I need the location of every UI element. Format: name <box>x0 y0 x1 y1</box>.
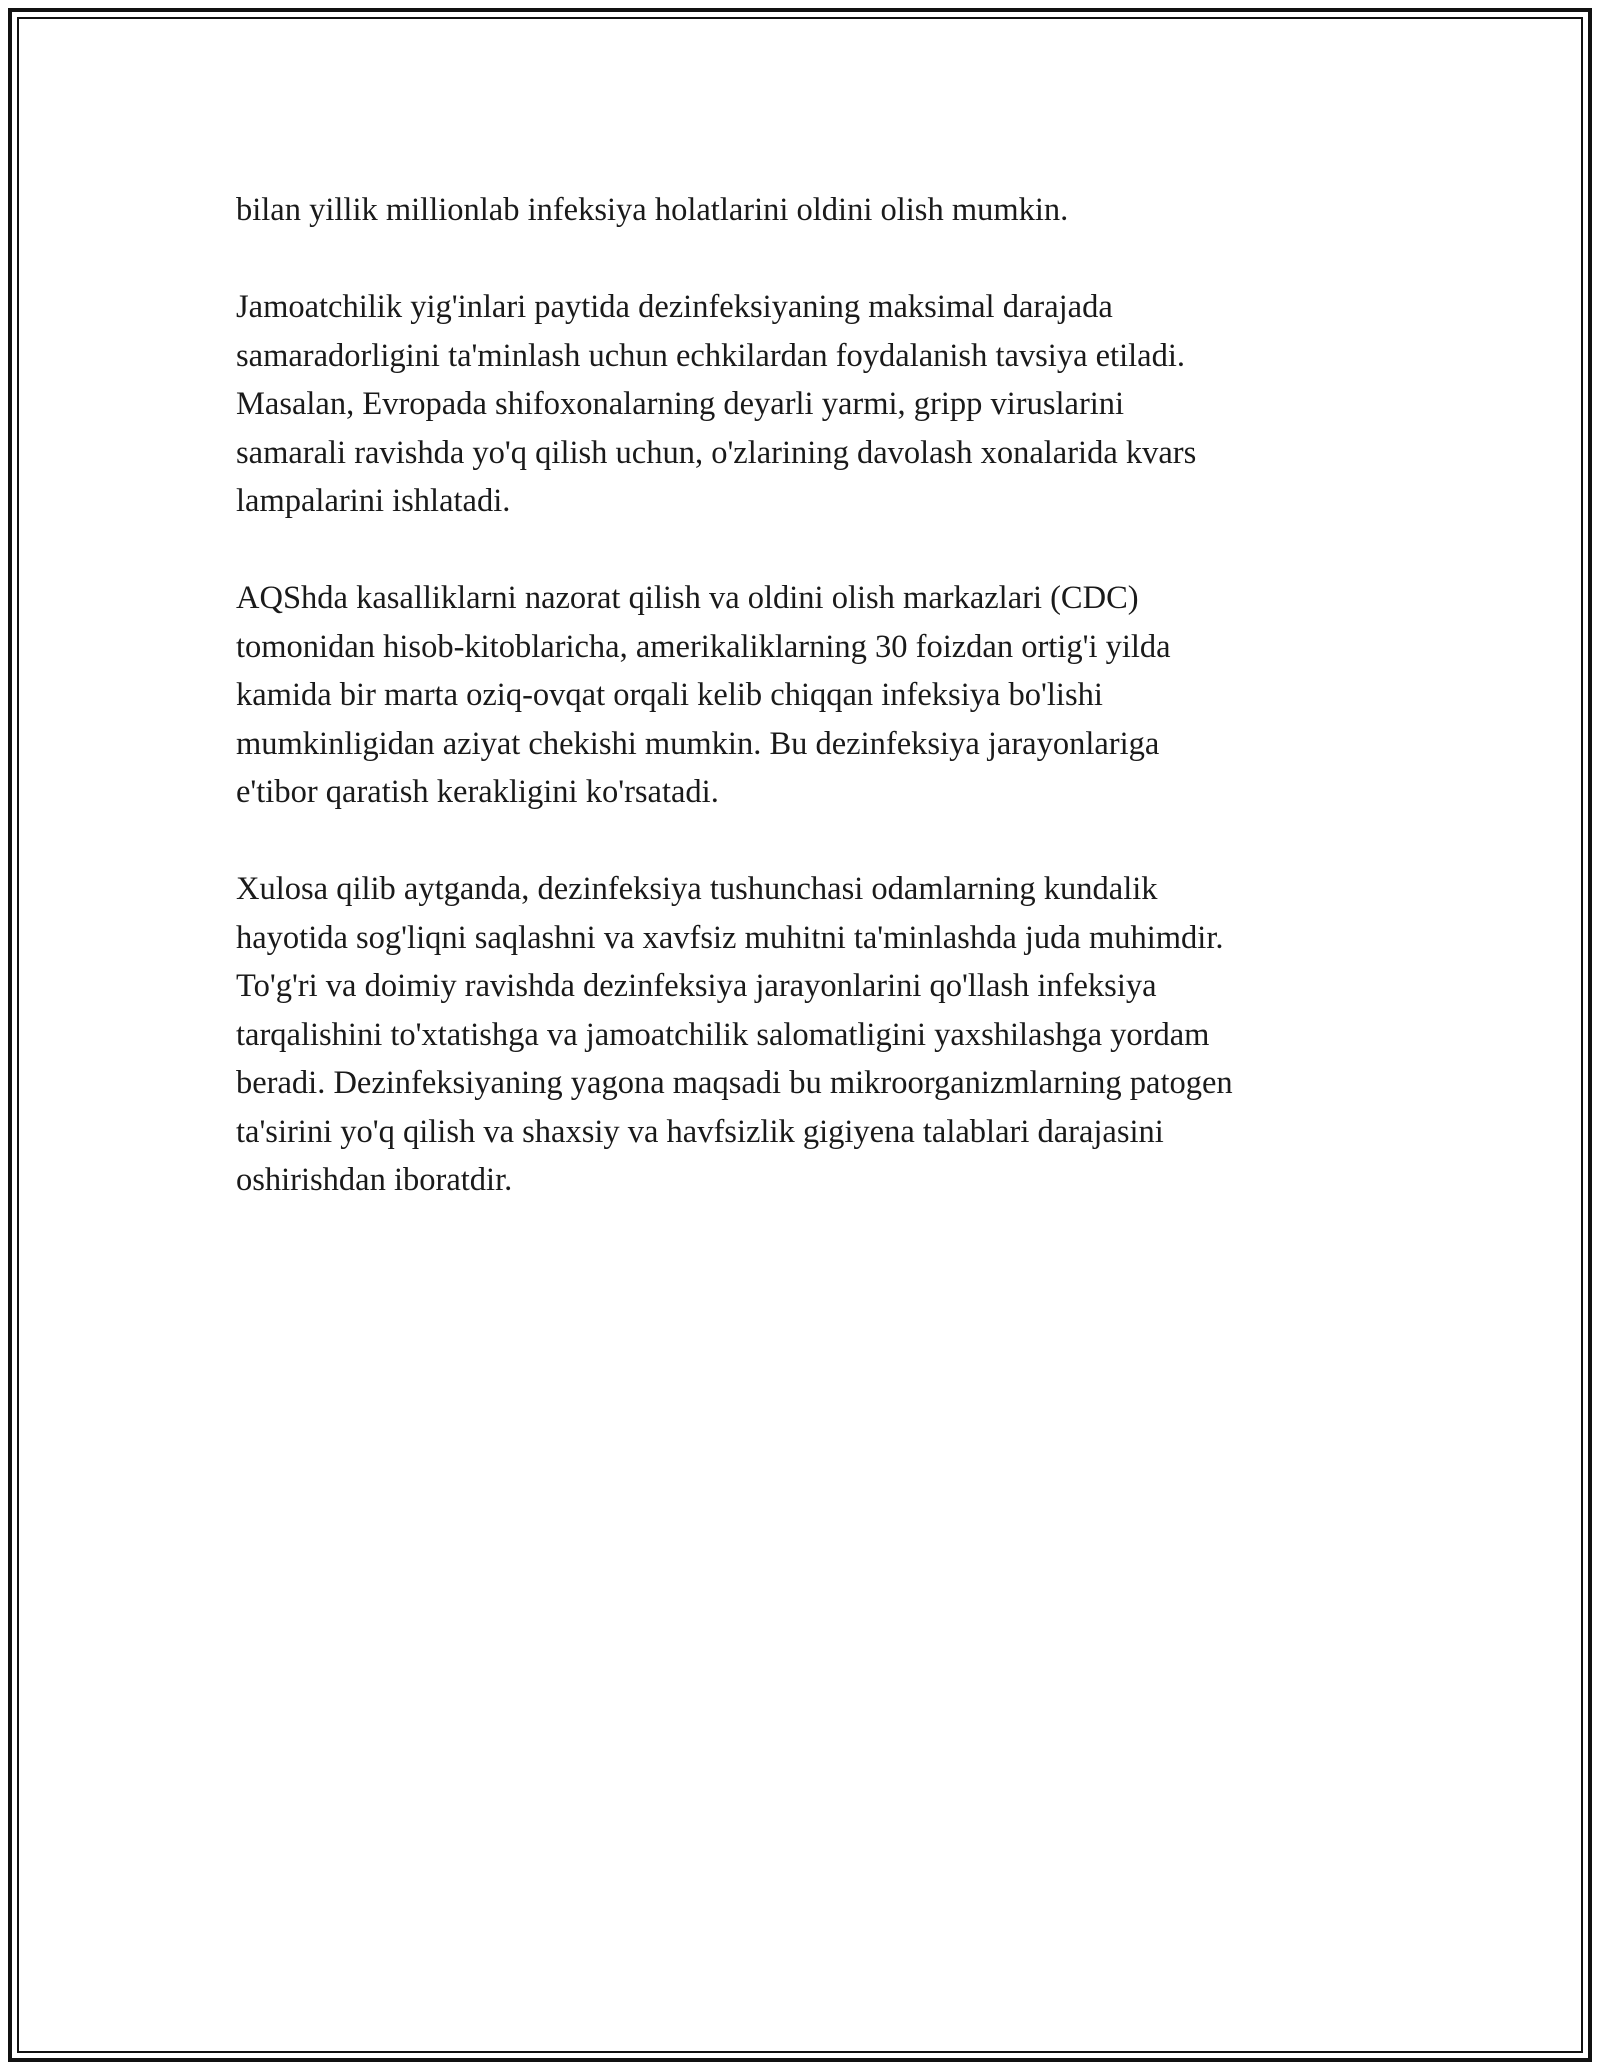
text-line: samarali ravishda yo'q qilish uchun, o'zlarining davolash xonalarida kvars <box>236 434 1197 471</box>
text-line: tarqalishini to'xtatishga va jamoatchilik salomatligini yaxshilashga yordam <box>236 1016 1210 1053</box>
paragraph-3 <box>236 574 1396 817</box>
text-line: lampalarini ishlatadi. <box>236 483 511 519</box>
text-line: e'tibor qaratish kerakligini ko'rsatadi. <box>236 774 719 810</box>
text-line: Masalan, Evropada shifoxonalarning deyarli yarmi, gripp viruslarini <box>236 386 1125 422</box>
text-line: ta'sirini yo'q qilish va shaxsiy va havfsizlik gigiyena talablari darajasini <box>236 1113 1164 1150</box>
text-line: tomonidan hisob-kitoblaricha, amerikaliklarning 30 foizdan ortig'i yilda <box>236 628 1171 665</box>
text-line: mumkinligidan aziyat chekishi mumkin. Bu dezinfeksiya jarayonlariga <box>236 725 1160 762</box>
text-line: hayotida sog'liqni saqlashni va xavfsiz muhitni ta'minlashda juda muhimdir. <box>236 919 1224 956</box>
text-line: samaradorligini ta'minlash uchun echkilardan foydalanish tavsiya etiladi. <box>236 337 1185 374</box>
text-line: kamida bir marta oziq-ovqat orqali kelib chiqqan infeksiya bo'lishi <box>236 677 1103 713</box>
text-line: oshirishdan iboratdir. <box>236 1162 513 1198</box>
text-line: AQShda kasalliklarni nazorat qilish va oldini olish markazlari (CDC) <box>236 580 1139 616</box>
text-line: bilan yillik millionlab infeksiya holatlarini oldini olish mumkin. <box>236 192 1069 228</box>
paragraph-2 <box>236 283 1396 526</box>
paragraph-1 <box>236 186 1396 235</box>
text-line: beradi. Dezinfeksiyaning yagona maqsadi bu mikroorganizmlarning patogen <box>236 1065 1233 1101</box>
text-line: Xulosa qilib aytganda, dezinfeksiya tushunchasi odamlarning kundalik <box>236 871 1158 907</box>
text-line: To'g'ri va doimiy ravishda dezinfeksiya jarayonlarini qo'llash infeksiya <box>236 968 1157 1004</box>
text-line: Jamoatchilik yig'inlari paytida dezinfeksiyaning maksimal darajada <box>236 289 1113 325</box>
document-body <box>236 186 1396 1253</box>
paragraph-4 <box>236 865 1396 1205</box>
